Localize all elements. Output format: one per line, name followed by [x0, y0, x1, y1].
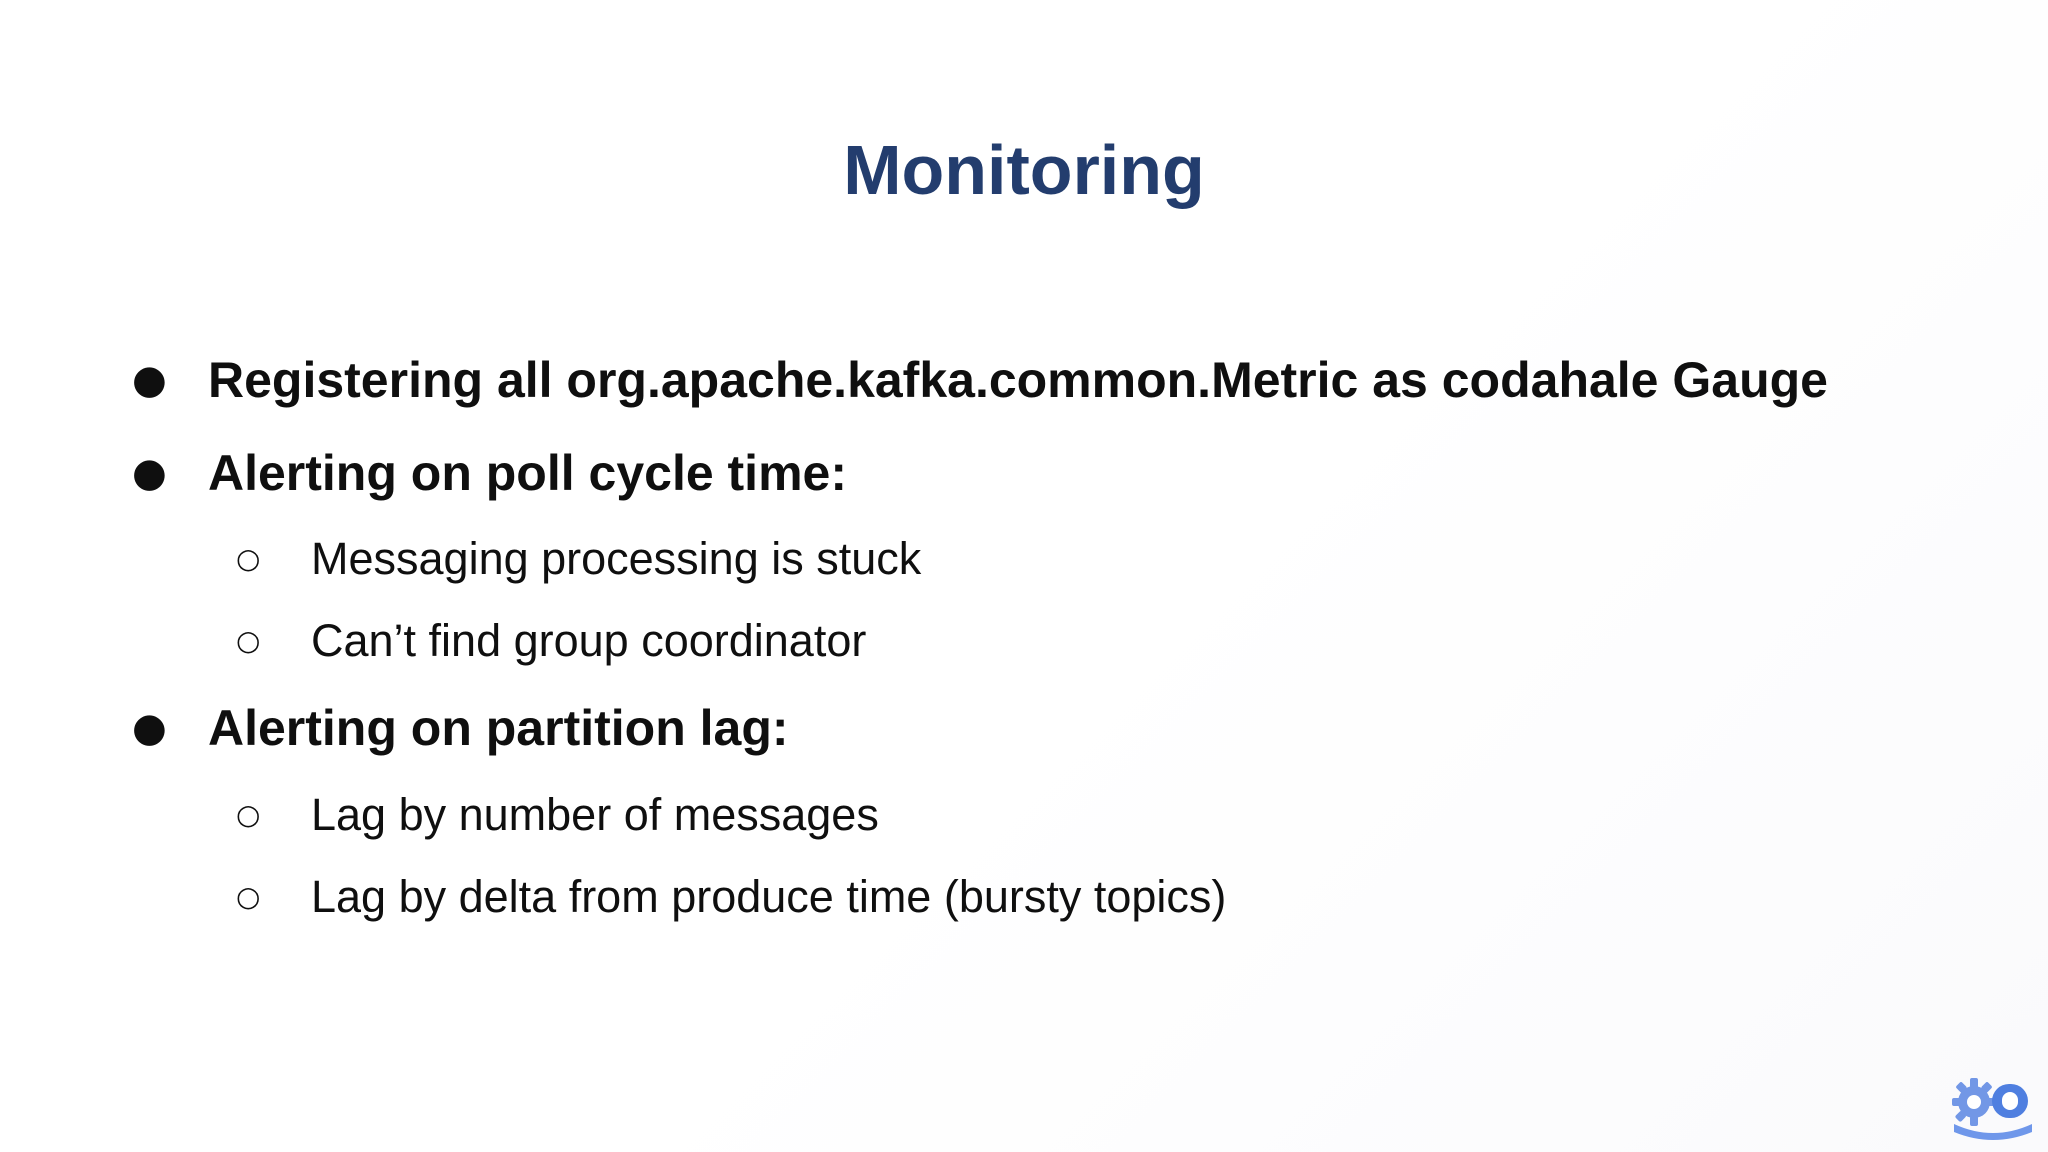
- sub-bullet-text: Lag by number of messages: [311, 789, 879, 840]
- sub-bullet-text: Messaging processing is stuck: [311, 533, 922, 584]
- hollow-bullet-icon: ○: [236, 542, 261, 575]
- bullet-text: Alerting on poll cycle time:: [208, 445, 847, 501]
- sub-bullet-text: Lag by delta from produce time (bursty topics): [311, 871, 1227, 922]
- hollow-bullet-icon: ○: [236, 880, 261, 913]
- hollow-bullet-icon: ○: [236, 624, 261, 657]
- slide-title: Monitoring: [843, 131, 1205, 209]
- filled-bullet-icon: ●: [132, 705, 167, 751]
- hollow-bullet-icon: ○: [236, 798, 261, 831]
- gear-face-logo-icon: [1948, 1072, 2038, 1142]
- bullet-text: Alerting on partition lag:: [208, 700, 789, 756]
- bullet-text: Registering all org.apache.kafka.common.Metric as codahale Gauge: [208, 352, 1828, 408]
- filled-bullet-icon: ●: [132, 450, 167, 496]
- sub-bullet-text: Can’t find group coordinator: [311, 615, 867, 666]
- filled-bullet-icon: ●: [132, 357, 167, 403]
